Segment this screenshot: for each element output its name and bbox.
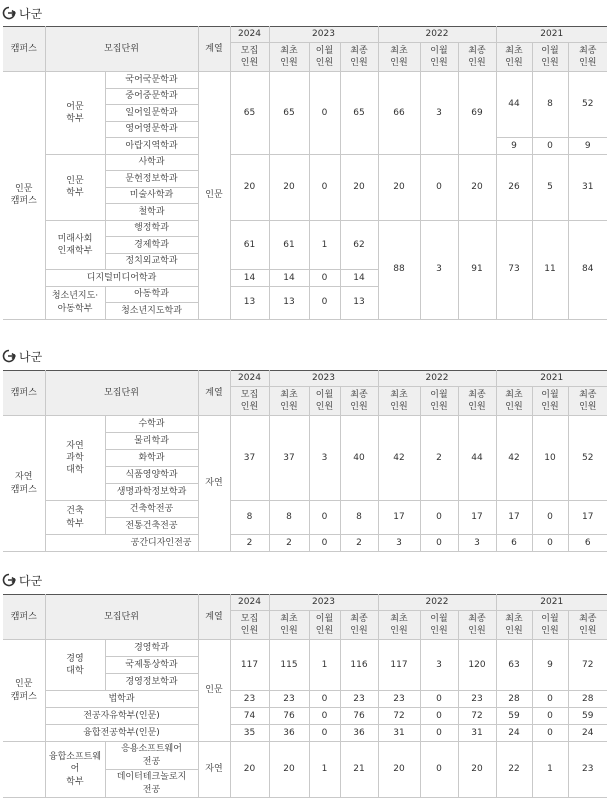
group-label: 자연 과학 대학 xyxy=(45,416,105,501)
dept-label: 문헌정보학과 xyxy=(105,171,198,188)
cell-value: 1 xyxy=(309,640,340,691)
header-track: 계열 xyxy=(198,595,230,640)
cell-value: 40 xyxy=(340,416,378,501)
header-initial: 최초 인원 xyxy=(496,387,532,416)
header-final: 최종 인원 xyxy=(458,387,496,416)
campus-label: 인문 캠퍼스 xyxy=(3,640,45,742)
cell-value: 42 xyxy=(378,416,420,501)
dept-label: 공간디자인전공 xyxy=(45,535,198,552)
group-label: 융합소프트웨어 학부 xyxy=(45,742,105,798)
cell-value: 117 xyxy=(378,640,420,691)
cell-value: 0 xyxy=(532,708,568,725)
section-title-text: 나군 xyxy=(19,6,43,21)
cell-value: 0 xyxy=(420,535,458,552)
cell-value: 5 xyxy=(532,154,568,220)
header-final: 최종 인원 xyxy=(340,611,378,640)
cell-value: 0 xyxy=(532,138,568,155)
header-track: 계열 xyxy=(198,27,230,72)
cell-value: 11 xyxy=(532,220,568,319)
cell-value: 0 xyxy=(309,501,340,535)
cell-value: 0 xyxy=(532,535,568,552)
dept-label: 수학과 xyxy=(105,416,198,433)
cell-value: 1 xyxy=(532,742,568,798)
dept-label: 전통건축전공 xyxy=(105,518,198,535)
cell-value: 13 xyxy=(340,286,378,319)
cell-value: 3 xyxy=(458,535,496,552)
header-transfer: 이월 인원 xyxy=(420,611,458,640)
cell-value: 76 xyxy=(340,708,378,725)
dept-label: 생명과학정보학과 xyxy=(105,484,198,501)
dept-label: 융합전공학부(인문) xyxy=(45,725,198,742)
group-label: 청소년지도· 아동학부 xyxy=(45,286,105,319)
cell-value: 1 xyxy=(309,220,340,270)
header-recruit: 모집 인원 xyxy=(230,611,269,640)
cell-value: 21 xyxy=(340,742,378,798)
cell-value: 44 xyxy=(496,72,532,138)
cell-value: 23 xyxy=(458,691,496,708)
header-year-2021: 2021 xyxy=(496,371,607,387)
dept-label: 건축학전공 xyxy=(105,501,198,518)
header-year-2023: 2023 xyxy=(269,595,378,611)
cell-value: 116 xyxy=(340,640,378,691)
cell-value: 35 xyxy=(230,725,269,742)
cell-value: 52 xyxy=(568,72,607,138)
dept-label: 철학과 xyxy=(105,204,198,221)
cell-value: 31 xyxy=(458,725,496,742)
header-year-2024: 2024 xyxy=(230,595,269,611)
dept-label: 국제통상학과 xyxy=(105,657,198,674)
cell-value: 91 xyxy=(458,220,496,319)
circle-arrow-icon xyxy=(2,349,16,363)
cell-value: 88 xyxy=(378,220,420,319)
dept-label: 중어중문학과 xyxy=(105,88,198,105)
cell-value: 13 xyxy=(269,286,309,319)
cell-value: 3 xyxy=(420,72,458,155)
cell-value: 0 xyxy=(309,154,340,220)
cell-value: 3 xyxy=(309,416,340,501)
cell-value: 0 xyxy=(420,725,458,742)
cell-value: 72 xyxy=(378,708,420,725)
campus-label-empty xyxy=(3,742,45,798)
header-year-2023: 2023 xyxy=(269,27,378,43)
cell-value: 6 xyxy=(496,535,532,552)
cell-value: 28 xyxy=(496,691,532,708)
cell-value: 74 xyxy=(230,708,269,725)
cell-value: 20 xyxy=(378,154,420,220)
cell-value: 66 xyxy=(378,72,420,155)
header-initial: 최초 인원 xyxy=(496,43,532,72)
cell-value: 76 xyxy=(269,708,309,725)
cell-value: 23 xyxy=(568,742,607,798)
dept-label: 미술사학과 xyxy=(105,187,198,204)
admission-table-1 xyxy=(3,26,607,320)
section-title-3 xyxy=(2,571,42,589)
header-year-2021: 2021 xyxy=(496,595,607,611)
cell-value: 0 xyxy=(309,691,340,708)
cell-value: 65 xyxy=(340,72,378,155)
header-initial: 최초 인원 xyxy=(269,387,309,416)
dept-label: 행정학과 xyxy=(105,220,198,237)
cell-value: 17 xyxy=(378,501,420,535)
cell-value: 8 xyxy=(230,501,269,535)
header-recruit: 모집 인원 xyxy=(230,387,269,416)
cell-value: 61 xyxy=(230,220,269,270)
cell-value: 31 xyxy=(568,154,607,220)
cell-value: 0 xyxy=(420,691,458,708)
dept-label: 화학과 xyxy=(105,450,198,467)
section-title-2 xyxy=(2,347,42,365)
cell-value: 120 xyxy=(458,640,496,691)
track-label: 인문 xyxy=(198,72,230,320)
cell-value: 0 xyxy=(420,708,458,725)
cell-value: 24 xyxy=(568,725,607,742)
cell-value: 0 xyxy=(309,270,340,287)
cell-value: 20 xyxy=(458,742,496,798)
dept-label: 데이터테크놀로지 전공 xyxy=(105,770,198,798)
cell-value: 8 xyxy=(532,72,568,138)
cell-value: 24 xyxy=(496,725,532,742)
track-label: 자연 xyxy=(198,416,230,552)
dept-label: 경영정보학과 xyxy=(105,674,198,691)
admission-table-3 xyxy=(3,594,607,798)
cell-value: 37 xyxy=(269,416,309,501)
dept-label: 응용소프트웨어 전공 xyxy=(105,742,198,770)
cell-value: 0 xyxy=(309,725,340,742)
header-final: 최종 인원 xyxy=(568,387,607,416)
cell-value: 23 xyxy=(340,691,378,708)
cell-value: 72 xyxy=(568,640,607,691)
section-title-text: 나군 xyxy=(19,349,43,364)
cell-value: 0 xyxy=(420,154,458,220)
cell-value: 17 xyxy=(496,501,532,535)
cell-value: 23 xyxy=(378,691,420,708)
header-initial: 최초 인원 xyxy=(269,43,309,72)
header-year-2023: 2023 xyxy=(269,371,378,387)
cell-value: 0 xyxy=(309,535,340,552)
cell-value: 0 xyxy=(420,742,458,798)
cell-value: 23 xyxy=(269,691,309,708)
cell-value: 117 xyxy=(230,640,269,691)
header-unit: 모집단위 xyxy=(45,371,198,416)
header-final: 최종 인원 xyxy=(568,43,607,72)
cell-value: 8 xyxy=(269,501,309,535)
header-unit: 모집단위 xyxy=(45,595,198,640)
cell-value: 9 xyxy=(532,640,568,691)
dept-label: 물리학과 xyxy=(105,433,198,450)
header-transfer: 이월 인원 xyxy=(532,611,568,640)
header-initial: 최초 인원 xyxy=(378,611,420,640)
dept-label: 아동학과 xyxy=(105,286,198,303)
cell-value: 3 xyxy=(378,535,420,552)
header-year-2024: 2024 xyxy=(230,27,269,43)
track-label: 자연 xyxy=(198,742,230,798)
cell-value: 6 xyxy=(568,535,607,552)
cell-value: 26 xyxy=(496,154,532,220)
cell-value: 20 xyxy=(340,154,378,220)
cell-value: 14 xyxy=(230,270,269,287)
header-year-2022: 2022 xyxy=(378,371,496,387)
cell-value: 37 xyxy=(230,416,269,501)
cell-value: 0 xyxy=(532,501,568,535)
group-label: 인문 학부 xyxy=(45,154,105,220)
cell-value: 20 xyxy=(458,154,496,220)
cell-value: 2 xyxy=(340,535,378,552)
dept-label: 국어국문학과 xyxy=(105,72,198,89)
header-transfer: 이월 인원 xyxy=(309,43,340,72)
header-transfer: 이월 인원 xyxy=(309,611,340,640)
cell-value: 23 xyxy=(230,691,269,708)
cell-value: 52 xyxy=(568,416,607,501)
cell-value: 1 xyxy=(309,742,340,798)
cell-value: 8 xyxy=(340,501,378,535)
dept-label: 사학과 xyxy=(105,154,198,171)
cell-value: 28 xyxy=(568,691,607,708)
cell-value: 115 xyxy=(269,640,309,691)
dept-label: 일어일문학과 xyxy=(105,105,198,122)
cell-value: 9 xyxy=(568,138,607,155)
cell-value: 31 xyxy=(378,725,420,742)
admission-table-2 xyxy=(3,370,607,552)
header-unit: 모집단위 xyxy=(45,27,198,72)
cell-value: 2 xyxy=(420,416,458,501)
header-final: 최종 인원 xyxy=(340,43,378,72)
section-title-text: 다군 xyxy=(19,573,43,588)
group-label: 미래사회 인재학부 xyxy=(45,220,105,270)
cell-value: 69 xyxy=(458,72,496,155)
cell-value: 22 xyxy=(496,742,532,798)
cell-value: 20 xyxy=(269,742,309,798)
dept-label: 경영학과 xyxy=(105,640,198,657)
cell-value: 73 xyxy=(496,220,532,319)
cell-value: 42 xyxy=(496,416,532,501)
track-label: 인문 xyxy=(198,640,230,742)
header-campus: 캠퍼스 xyxy=(3,371,45,416)
header-year-2022: 2022 xyxy=(378,27,496,43)
cell-value: 0 xyxy=(532,691,568,708)
campus-label: 자연 캠퍼스 xyxy=(3,416,45,552)
cell-value: 0 xyxy=(309,708,340,725)
header-transfer: 이월 인원 xyxy=(420,387,458,416)
header-final: 최종 인원 xyxy=(340,387,378,416)
cell-value: 72 xyxy=(458,708,496,725)
cell-value: 59 xyxy=(496,708,532,725)
cell-value: 3 xyxy=(420,640,458,691)
cell-value: 20 xyxy=(230,742,269,798)
header-initial: 최초 인원 xyxy=(378,387,420,416)
group-label: 경영 대학 xyxy=(45,640,105,691)
cell-value: 36 xyxy=(340,725,378,742)
dept-label: 디지털미디어학과 xyxy=(45,270,198,287)
dept-label: 청소년지도학과 xyxy=(105,303,198,320)
cell-value: 65 xyxy=(269,72,309,155)
header-year-2022: 2022 xyxy=(378,595,496,611)
dept-label: 영어영문학과 xyxy=(105,121,198,138)
cell-value: 14 xyxy=(340,270,378,287)
cell-value: 9 xyxy=(496,138,532,155)
cell-value: 20 xyxy=(269,154,309,220)
dept-label: 법학과 xyxy=(45,691,198,708)
header-initial: 최초 인원 xyxy=(269,611,309,640)
header-final: 최종 인원 xyxy=(458,611,496,640)
cell-value: 14 xyxy=(269,270,309,287)
header-initial: 최초 인원 xyxy=(378,43,420,72)
cell-value: 2 xyxy=(269,535,309,552)
cell-value: 62 xyxy=(340,220,378,270)
circle-arrow-icon xyxy=(2,573,16,587)
group-label: 건축 학부 xyxy=(45,501,105,535)
cell-value: 13 xyxy=(230,286,269,319)
cell-value: 0 xyxy=(309,286,340,319)
cell-value: 36 xyxy=(269,725,309,742)
header-track: 계열 xyxy=(198,371,230,416)
header-initial: 최초 인원 xyxy=(496,611,532,640)
dept-label: 경제학과 xyxy=(105,237,198,254)
cell-value: 2 xyxy=(230,535,269,552)
dept-label: 정치외교학과 xyxy=(105,253,198,270)
header-transfer: 이월 인원 xyxy=(309,387,340,416)
campus-label: 인문 캠퍼스 xyxy=(3,72,45,320)
cell-value: 61 xyxy=(269,220,309,270)
header-campus: 캠퍼스 xyxy=(3,27,45,72)
header-year-2024: 2024 xyxy=(230,371,269,387)
header-recruit: 모집 인원 xyxy=(230,43,269,72)
header-transfer: 이월 인원 xyxy=(532,387,568,416)
dept-label: 식품영양학과 xyxy=(105,467,198,484)
cell-value: 0 xyxy=(532,725,568,742)
header-transfer: 이월 인원 xyxy=(420,43,458,72)
cell-value: 65 xyxy=(230,72,269,155)
circle-arrow-icon xyxy=(2,6,16,20)
cell-value: 17 xyxy=(568,501,607,535)
header-transfer: 이월 인원 xyxy=(532,43,568,72)
cell-value: 63 xyxy=(496,640,532,691)
group-label: 어문 학부 xyxy=(45,72,105,155)
cell-value: 44 xyxy=(458,416,496,501)
section-title-1 xyxy=(2,4,42,22)
dept-label: 전공자유학부(인문) xyxy=(45,708,198,725)
cell-value: 17 xyxy=(458,501,496,535)
cell-value: 20 xyxy=(230,154,269,220)
header-year-2021: 2021 xyxy=(496,27,607,43)
cell-value: 10 xyxy=(532,416,568,501)
header-final: 최종 인원 xyxy=(458,43,496,72)
cell-value: 20 xyxy=(378,742,420,798)
cell-value: 84 xyxy=(568,220,607,319)
cell-value: 59 xyxy=(568,708,607,725)
header-campus: 캠퍼스 xyxy=(3,595,45,640)
cell-value: 0 xyxy=(309,72,340,155)
cell-value: 3 xyxy=(420,220,458,319)
header-final: 최종 인원 xyxy=(568,611,607,640)
dept-label: 아랍지역학과 xyxy=(105,138,198,155)
cell-value: 0 xyxy=(420,501,458,535)
